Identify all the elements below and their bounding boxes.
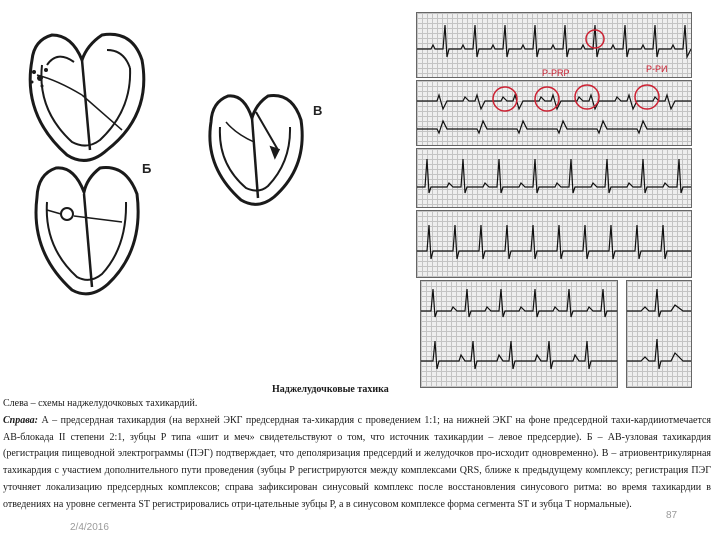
panel-label-v: В [313, 103, 323, 118]
ecg-strip-b-top [416, 148, 692, 208]
ecg-annotation-top: Р-РИ [646, 64, 668, 74]
ecg-annotation-middle: P-PRP [542, 68, 570, 78]
ecg-strip-v-right [626, 280, 692, 388]
caption-text [3, 396, 711, 514]
ecg-strip-a-bottom [416, 80, 692, 146]
caption-right-label: Справа: [3, 414, 38, 426]
panel-label-b: Б [142, 161, 152, 176]
page-number: 87 [666, 510, 678, 521]
heart-diagram-v [196, 82, 316, 217]
footer-date: 2/4/2016 [70, 522, 109, 533]
slide-title: Наджелудочковые тахика [272, 384, 389, 395]
caption-right-description: А – предсердная тахикардия (на верхней ЭКГ предсердная та-хикардия с проведением 1:1; на нижней ЭКГ на фоне предсердной тахи-кардииотмечается АВ-блокада II степени 2:1, зубцы Р типа «шит и меч» свидетельствуют о том, что источник тахикардии – левое предсердие). Б – АВ-узловая тахикардия (регистрация пищеводной электрограммы (ПЭГ) подтверждает, что деполяризация предсердий и желудочков про-исходит одновременно). В – атриовентрикулярная тахикардия с участием дополнительного пути проведения (зубцы Р регистрируются между комплексами QRS, ближе к предыдущему комплексу; регистрация ПЭГ уточняет локализацию предсердных комплексов; справа зафиксирован синусовый комплекс после восстановления синусового ритма: во время тахикардии в отведениях на уровне сегмента ST регистрировались отри-цательные зубцы Р, а в синусовом комплексе форма сегмента ST и зубца Т нормальные). [3, 414, 711, 510]
highlight-circle [535, 87, 559, 111]
heart-diagram-b [22, 152, 152, 307]
ecg-strip-b-bottom [416, 210, 692, 278]
ecg-strip-v-left [420, 280, 618, 388]
caption-left-description: Слева – схемы наджелудочковых тахикардий. [3, 398, 198, 409]
